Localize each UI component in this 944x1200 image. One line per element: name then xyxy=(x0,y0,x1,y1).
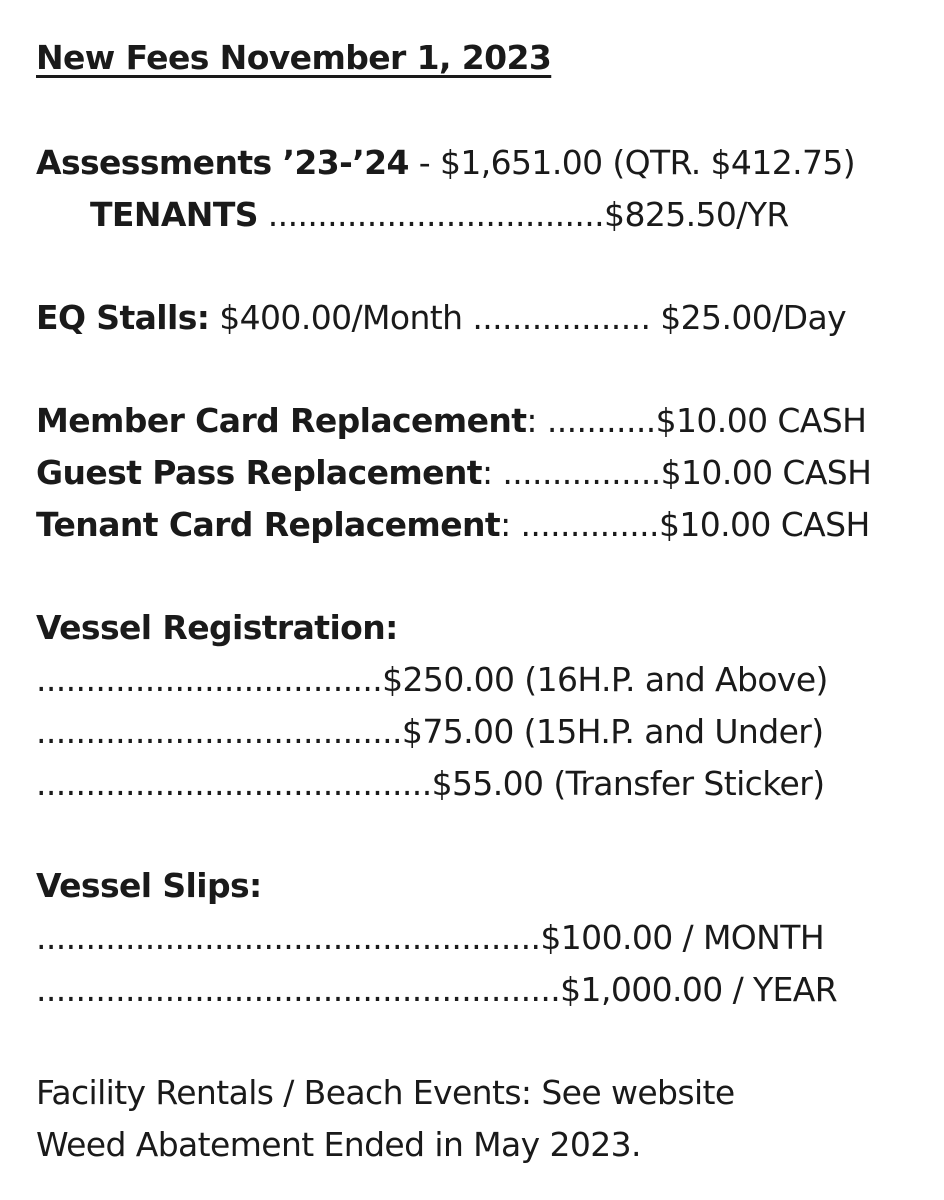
vessel-registration-item: ........................................$55.00 (Transfer Sticker) xyxy=(36,764,825,803)
member-card-row xyxy=(36,401,866,441)
member-card-value: : ...........$10.00 CASH xyxy=(526,401,867,440)
vessel-slips-item: .....................................................$1,000.00 / YEAR xyxy=(36,970,838,1009)
eq-stalls-row xyxy=(36,298,846,338)
tenants-value: ..................................$825.50/YR xyxy=(257,195,789,234)
tenant-card-value: : ..............$10.00 CASH xyxy=(500,505,870,544)
tenant-card-label: Tenant Card Replacement xyxy=(36,505,501,544)
assessments-row xyxy=(36,143,855,183)
vessel-slips-heading: Vessel Slips: xyxy=(36,866,262,905)
tenant-card-row xyxy=(36,505,870,545)
vessel-slips-item: ...................................................$100.00 / MONTH xyxy=(36,918,825,957)
guest-pass-row xyxy=(36,453,871,493)
assessments-label: Assessments ’23-’24 xyxy=(36,143,409,182)
assessments-value: - $1,651.00 (QTR. $412.75) xyxy=(408,143,856,182)
tenants-label: TENANTS xyxy=(90,195,258,234)
member-card-label: Member Card Replacement xyxy=(36,401,527,440)
footer-note: Facility Rentals / Beach Events: See website xyxy=(36,1073,735,1112)
vessel-registration-item: .....................................$75.00 (15H.P. and Under) xyxy=(36,712,824,751)
guest-pass-value: : ................$10.00 CASH xyxy=(481,453,872,492)
vessel-registration-heading: Vessel Registration: xyxy=(36,608,398,647)
tenants-row xyxy=(90,195,789,235)
guest-pass-label: Guest Pass Replacement xyxy=(36,453,482,492)
footer-note: Weed Abatement Ended in May 2023. xyxy=(36,1125,641,1164)
eq-stalls-label: EQ Stalls: xyxy=(36,298,210,337)
vessel-registration-item: ...................................$250.00 (16H.P. and Above) xyxy=(36,660,828,699)
page-title: New Fees November 1, 2023 xyxy=(36,38,552,77)
eq-stalls-value: $400.00/Month .................. $25.00/Day xyxy=(209,298,847,337)
